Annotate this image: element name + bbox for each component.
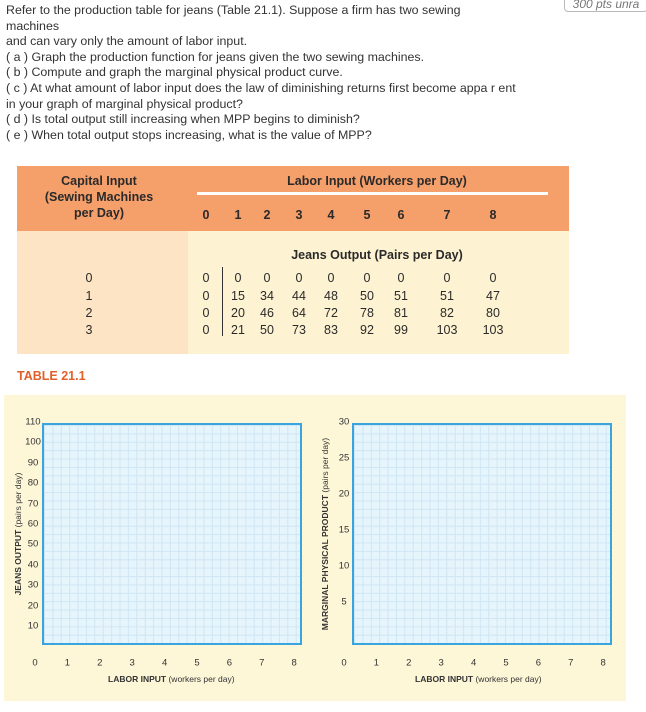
question-part-c-cont: in your graph of marginal physical product? (6, 96, 243, 111)
points-badge: 300 pts unra (564, 0, 646, 12)
labor-value: 2 (263, 208, 271, 222)
graph2-x-tick: 8 (600, 657, 606, 669)
production-table (17, 166, 569, 354)
output-cell: 0 (202, 306, 210, 320)
output-cell: 20 (231, 306, 245, 320)
output-cell: 0 (202, 323, 210, 337)
output-cell: 82 (440, 306, 454, 320)
output-cell: 103 (482, 323, 504, 337)
graph1-y-tick: 40 (27, 559, 39, 571)
graph2-x-tick: 7 (568, 657, 574, 669)
capital-value: 0 (85, 271, 93, 285)
graph1-y-tick: 50 (27, 538, 39, 550)
output-cell: 103 (436, 323, 458, 337)
output-cell: 15 (231, 289, 245, 303)
output-cell: 0 (327, 271, 335, 285)
graph1-y-axis-title: JEANS OUTPUT (pairs per day) (13, 472, 23, 596)
graph1-y-tick: 70 (27, 498, 39, 510)
graph1-x-tick: 6 (226, 657, 233, 669)
question-part-a: ( a ) Graph the production function for jeans given the two sewing machines. (6, 49, 425, 64)
production-function-grid[interactable] (42, 423, 302, 645)
labor-value: 5 (363, 208, 371, 222)
graph-panel (4, 395, 626, 701)
labor-value: 1 (234, 208, 242, 222)
output-cell: 48 (324, 289, 338, 303)
graph2-x-tick: 5 (503, 657, 509, 669)
graph2-y-tick: 25 (338, 452, 350, 464)
graph1-y-tick: 30 (27, 579, 39, 591)
output-cell: 64 (292, 306, 306, 320)
table-caption: TABLE 21.1 (17, 369, 86, 383)
output-cell: 0 (397, 271, 405, 285)
graph2-y-tick: 5 (341, 596, 347, 608)
output-cell: 0 (202, 271, 210, 285)
graph1-x-tick: 5 (194, 657, 200, 669)
output-cell: 73 (292, 323, 306, 337)
graph1-x-tick: 2 (97, 657, 103, 669)
output-cell: 51 (394, 289, 408, 303)
output-cell: 80 (486, 306, 500, 320)
output-cell: 0 (363, 271, 371, 285)
output-cell: 78 (360, 306, 374, 320)
capital-value: 2 (85, 306, 93, 320)
graph2-y-tick: 15 (338, 524, 350, 536)
output-cell: 0 (489, 271, 497, 285)
output-cell: 81 (394, 306, 408, 320)
graph1-x-tick: 8 (291, 657, 297, 669)
graph1-y-tick: 20 (27, 600, 39, 612)
graph1-y-tick: 60 (27, 518, 39, 530)
output-cell: 72 (324, 306, 338, 320)
output-cell: 34 (260, 289, 274, 303)
graph1-x-tick: 4 (161, 657, 168, 669)
graph1-y-tick: 10 (27, 620, 39, 632)
capital-value: 3 (85, 323, 93, 337)
question-part-d: ( d ) Is total output still increasing when MPP begins to diminish? (6, 112, 360, 127)
output-cell: 0 (263, 271, 271, 285)
output-cell: 50 (260, 323, 274, 337)
capital-header-line: (Sewing Machines (44, 190, 154, 204)
graph1-x-tick: 3 (129, 657, 135, 669)
graph1-y-tick: 80 (27, 477, 39, 489)
capital-value: 1 (85, 289, 93, 303)
table-header-rule (197, 192, 548, 195)
mpp-grid[interactable] (352, 423, 612, 645)
jeans-output-header: Jeans Output (Pairs per Day) (291, 248, 463, 262)
graph2-x-tick: 3 (438, 657, 444, 669)
output-cell: 46 (260, 306, 274, 320)
capital-input-header (41, 173, 157, 221)
question-text (6, 3, 566, 143)
labor-value: 6 (397, 208, 405, 222)
output-cell: 50 (360, 289, 374, 303)
graph2-x-tick: 1 (373, 657, 380, 669)
graph2-y-axis-title: MARGINAL PHYSICAL PRODUCT (pairs per day) (320, 437, 330, 631)
output-cell: 44 (292, 289, 306, 303)
output-cell: 21 (231, 323, 245, 337)
graph2-x-tick: 2 (406, 657, 412, 669)
capital-header-line: Capital Input (61, 174, 137, 188)
question-intro-line: and can vary only the amount of labor input. (6, 34, 248, 49)
labor-value: 4 (327, 208, 335, 222)
question-part-b: ( b ) Compute and graph the marginal physical product curve. (6, 65, 343, 80)
output-cell: 99 (394, 323, 408, 337)
graph1-y-tick: 100 (25, 436, 41, 448)
output-cell: 0 (234, 271, 242, 285)
labor-input-header: Labor Input (Workers per Day) (287, 174, 467, 188)
labor-value: 8 (489, 208, 497, 222)
capital-header-line: per Day) (73, 206, 125, 220)
output-cell: 0 (295, 271, 303, 285)
output-cell: 51 (440, 289, 454, 303)
graph2-x-axis-title: LABOR INPUT (workers per day) (415, 674, 542, 684)
graph2-y-tick: 30 (338, 416, 350, 428)
graph1-x-tick: 7 (259, 657, 265, 669)
graph2-y-tick: 10 (338, 560, 350, 572)
labor-value: 7 (443, 208, 451, 222)
labor-value: 3 (295, 208, 303, 222)
graph1-y-tick: 90 (27, 457, 39, 469)
graph2-x-tick: 6 (535, 657, 542, 669)
graph2-y-tick: 20 (338, 488, 350, 500)
output-cell: 83 (324, 323, 338, 337)
output-cell: 0 (443, 271, 451, 285)
graph1-y-tick: 110 (25, 416, 41, 428)
question-intro-line: machines (6, 18, 60, 33)
question-part-c: ( c ) At what amount of labor input does the law of diminishing returns first become appa r ent (6, 80, 516, 95)
graph2-x-tick: 4 (470, 657, 477, 669)
graph2-x-tick: 0 (341, 657, 347, 669)
graph1-x-axis-title: LABOR INPUT (workers per day) (108, 674, 235, 684)
output-cell: 47 (486, 289, 500, 303)
output-cell: 92 (360, 323, 374, 337)
graph1-x-tick: 1 (64, 657, 71, 669)
graph1-x-tick: 0 (32, 657, 38, 669)
question-intro-line: Refer to the production table for jeans (Table 21.1). Suppose a firm has two sewing (6, 3, 461, 17)
output-cell: 0 (202, 289, 210, 303)
question-part-e: ( e ) When total output stops increasing, what is the value of MPP? (6, 127, 372, 142)
labor-value: 0 (202, 208, 210, 222)
